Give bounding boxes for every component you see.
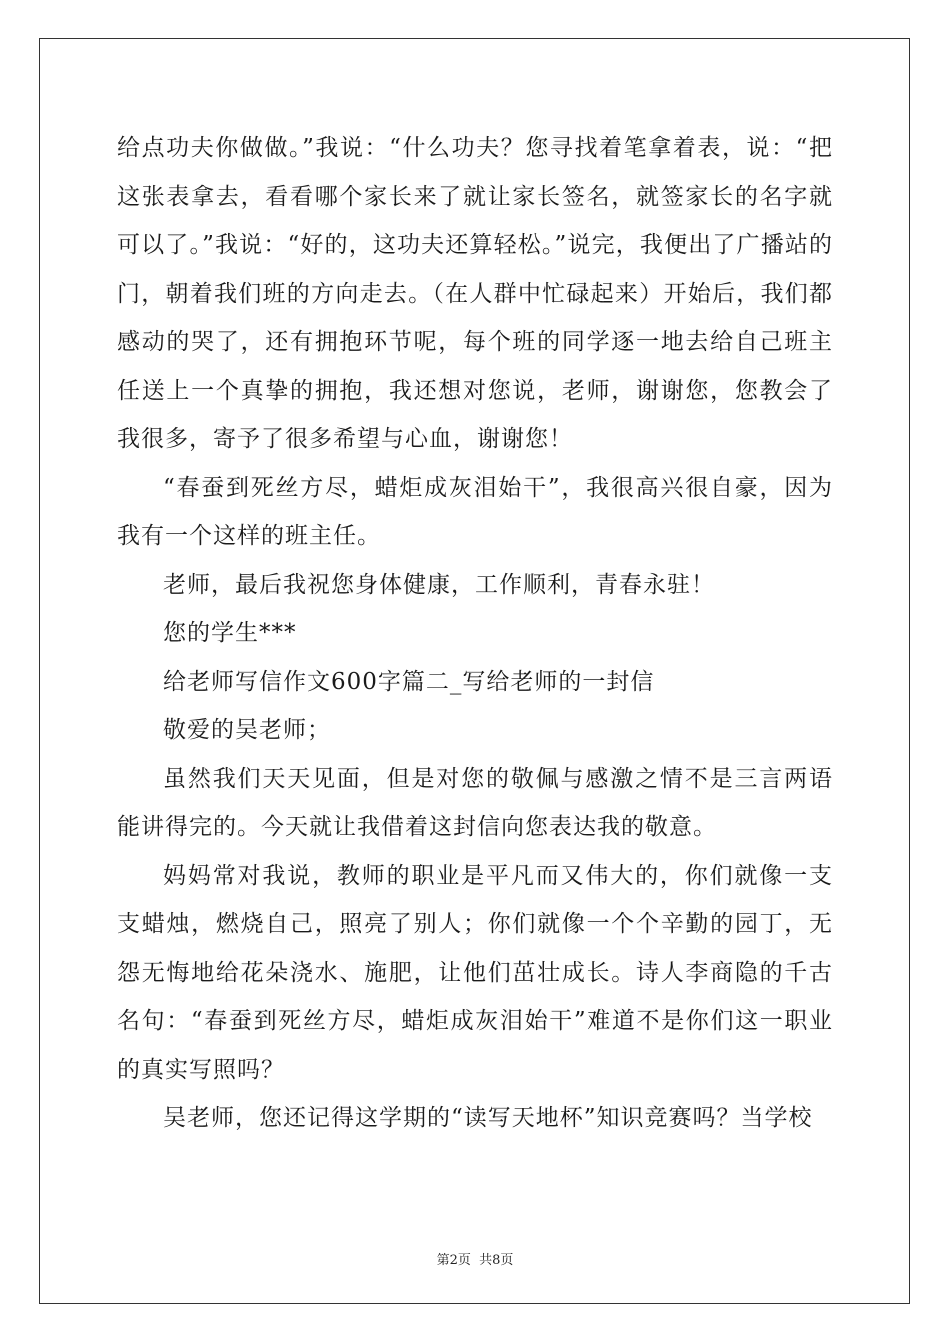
page-footer bbox=[0, 1249, 950, 1268]
section-heading: 给老师写信作文600字篇二_写给老师的一封信 bbox=[163, 668, 655, 695]
paragraph: 妈妈常对我说，教师的职业是平凡而又伟大的，你们就像一支支蜡烛，燃烧自己，照亮了别人；你们就像一个个辛勤的园丁，无怨无悔地给花朵浇水、施肥，让他们茁壮成长。诗人李商隐的千古名句：“春蚕到死丝方尽，蜡炬成灰泪始干”难道不是你们这一职业的真实写照吗？ bbox=[117, 862, 833, 1083]
paragraph: 给点功夫你做做。”我说：“什么功夫？您寻找着笔拿着表，说：“把这张表拿去，看看哪个家长来了就让家长签名，就签家长的名字就可以了。”我说：“好的，这功夫还算轻松。”说完，我便出了广播站的门，朝着我们班的方向走去。（在人群中忙碌起来）开始后，我们都感动的哭了，还有拥抱环节呢，每个班的同学逐一地去给自己班主任送上一个真挚的拥抱，我还想对您说，老师，谢谢您，您教会了我很多，寄予了很多希望与心血，谢谢您！ bbox=[117, 135, 833, 452]
paragraph: 虽然我们天天见面，但是对您的敬佩与感激之情不是三言两语能讲得完的。今天就让我借着这封信向您表达我的敬意。 bbox=[117, 765, 833, 840]
paragraph: “春蚕到死丝方尽，蜡炬成灰泪始干”，我很高兴很自豪，因为我有一个这样的班主任。 bbox=[117, 474, 833, 549]
page-total: 共8页 bbox=[479, 1253, 514, 1268]
page-number: 第2页 bbox=[436, 1253, 471, 1268]
signature-line: 您的学生*** bbox=[163, 620, 297, 646]
salutation: 敬爱的吴老师； bbox=[163, 717, 331, 743]
paragraph: 老师，最后我祝您身体健康，工作顺利，青春永驻！ bbox=[163, 571, 715, 598]
document-body bbox=[117, 124, 833, 1143]
paragraph: 吴老师，您还记得这学期的“读写天地杯”知识竞赛吗？当学校 bbox=[163, 1105, 813, 1131]
